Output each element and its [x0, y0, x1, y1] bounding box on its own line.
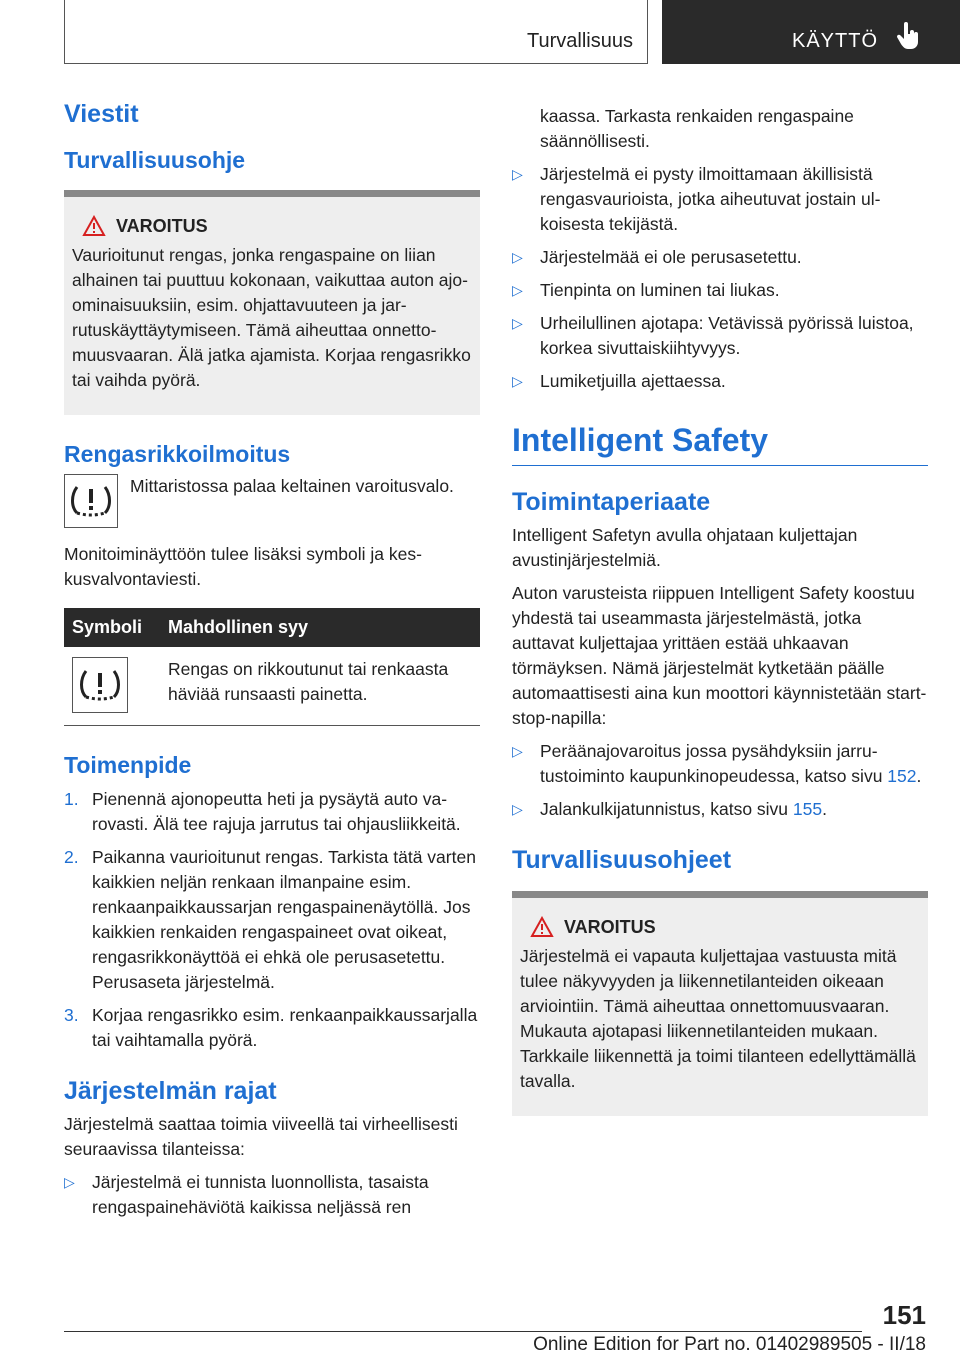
- list-item: 1. Pienennä ajonopeutta heti ja pysäytä auto varovasti. Älä tee rajuja jarrutus tai ohjausliikkeitä.: [64, 789, 461, 834]
- list-item: ▷ Tienpinta on luminen tai liukas.: [512, 278, 928, 303]
- continued-text: kaassa. Tarkasta renkaiden rengaspaine säännöllisesti.: [540, 106, 854, 151]
- list-item: 2. Paikanna vaurioitunut rengas. Tarkista tätä varten kaikkien neljän renkaan ilmanpaine esim. renkaanpaikkaussarjan rengaspainenäytöllä. Jos kaikkien renkaiden rengaspaineet ovat oikeat, rengasrikkonäyttöä ei ehkä ole perusasetettu. Perusaseta järjestelmä.: [64, 847, 476, 992]
- paragraph: Auton varusteista riippuen Intelligent Safety koostuu yhdestä tai useammasta järjestelmästä, jotka auttavat kuljettajaa yrittäen estää uhkaavan törmäyksen. Nämä järjestelmät kytketään päälle automaattisesti aina kun moottori käynnistetään start-stop-napilla:: [512, 583, 927, 728]
- warning-text: Järjestelmä ei vapauta kuljettajaa vastuusta mitä tulee näkyvyyden ja liikennetilanteiden oikeaan arviointiin. Tämä aiheuttaa onnettomuusvaaran. Mukauta ajotapasi liikennetilanteiden mukaan. Tarkkaile liikennettä ja toimi tilanteen edellyttämällä tavalla.: [520, 946, 916, 1091]
- warning-box: [512, 891, 928, 1116]
- page-link-152[interactable]: 152: [887, 766, 917, 786]
- symbol-table: [64, 608, 480, 726]
- list-item: ▷ Peräänajovaroitus jossa pysähdyksiin jarrutustoiminto kaupunkinopeudessa, katso sivu 152.: [512, 739, 928, 789]
- left-column: [64, 100, 480, 1220]
- heading-toimenpide: Toimenpide: [64, 752, 192, 778]
- table-row: [64, 647, 480, 726]
- heading-turvallisuusohje: Turvallisuusohje: [64, 147, 246, 173]
- heading-intelligent-safety: Intelligent Safety: [512, 422, 928, 466]
- warning-title: VAROITUS: [520, 916, 920, 938]
- tire-pressure-icon: [72, 657, 128, 713]
- footer-rule: [64, 1331, 862, 1332]
- table-header-symbol: Symboli: [64, 608, 160, 647]
- limits-list-continued: [512, 162, 928, 394]
- heading-jarjestelman-rajat: Järjestelmän rajat: [64, 1077, 277, 1105]
- monitor-text: Monitoiminäyttöön tulee lisäksi symboli ja keskusvalvontaviesti.: [64, 544, 422, 589]
- list-item: 3. Korjaa rengasrikko esim. renkaanpaikkaussarjalla tai vaihtamalla pyörä.: [64, 1005, 478, 1050]
- list-item: ▷ Järjestelmä ei pysty ilmoittamaan äkillisistä rengasvaurioista, jotka aiheutuvat jostain ulkoisesta tekijästä.: [512, 162, 928, 237]
- list-item: ▷ Jalankulkijatunnistus, katso sivu 155.: [512, 797, 928, 822]
- rajat-text: Järjestelmä saattaa toimia viiveellä tai virheellisesti seuraavissa tilanteissa:: [64, 1114, 458, 1159]
- list-item: ▷ Urheilullinen ajotapa: Vetävissä pyörissä luistoa, korkea sivuttaiskiihtyvyys.: [512, 311, 928, 361]
- tire-pressure-icon: [64, 474, 118, 528]
- tire-warning-text: Mittaristossa palaa keltainen varoitusvalo.: [130, 476, 454, 496]
- warning-text: Vaurioitunut rengas, jonka rengaspaine on liian alhainen tai puuttuu kokonaan, vaikuttaa auton ajo-ominaisuuksiin, esim. ohjattavuuteen ja jarrutuskäyttäytymiseen. Tämä aiheuttaa onnettomuusvaaran. Älä jatka ajamista. Korjaa rengasrikko tai vaihda pyörä.: [72, 245, 471, 390]
- steps-list: [64, 787, 480, 1053]
- header-section-title: Turvallisuus: [527, 30, 633, 52]
- right-column: [512, 104, 928, 1116]
- heading-toimintaperiaate: Toimintaperiaate: [512, 488, 711, 516]
- heading-viestit: Viestit: [64, 100, 139, 128]
- warning-triangle-icon: [530, 916, 554, 938]
- paragraph: Intelligent Safetyn avulla ohjataan kuljettajan avustinjärjestelmiä.: [512, 525, 858, 570]
- header-chapter-tab: [662, 0, 960, 64]
- systems-list: [512, 739, 928, 822]
- list-item: ▷ Lumiketjuilla ajettaessa.: [512, 369, 928, 394]
- warning-title: VAROITUS: [72, 215, 472, 237]
- heading-rengasrikkoilmoitus: Rengasrikkoilmoitus: [64, 441, 291, 467]
- list-item: ▷ Järjestelmä ei tunnista luonnollista, tasaista rengaspainehäviötä kaikissa neljässä ren: [64, 1170, 480, 1220]
- table-cell-cause: Rengas on rikkoutunut tai renkaasta häviää runsaasti painetta.: [168, 659, 449, 704]
- warning-triangle-icon: [82, 215, 106, 237]
- heading-turvallisuusohjeet: Turvallisuusohjeet: [512, 846, 732, 874]
- page-number: 151: [882, 1300, 926, 1330]
- warning-box: [64, 190, 480, 415]
- page-link-155[interactable]: 155: [792, 799, 823, 819]
- header-section-box: [64, 0, 648, 64]
- hand-pointer-icon: [896, 22, 920, 50]
- header-chapter-title: KÄYTTÖ: [792, 30, 879, 52]
- limits-list: [64, 1170, 480, 1220]
- list-item: ▷ Järjestelmää ei ole perusasetettu.: [512, 245, 928, 270]
- tire-warning-row: [64, 474, 480, 528]
- table-header-cause: Mahdollinen syy: [160, 608, 480, 647]
- footer-edition: Online Edition for Part no. 01402989505 - II/18: [533, 1334, 926, 1355]
